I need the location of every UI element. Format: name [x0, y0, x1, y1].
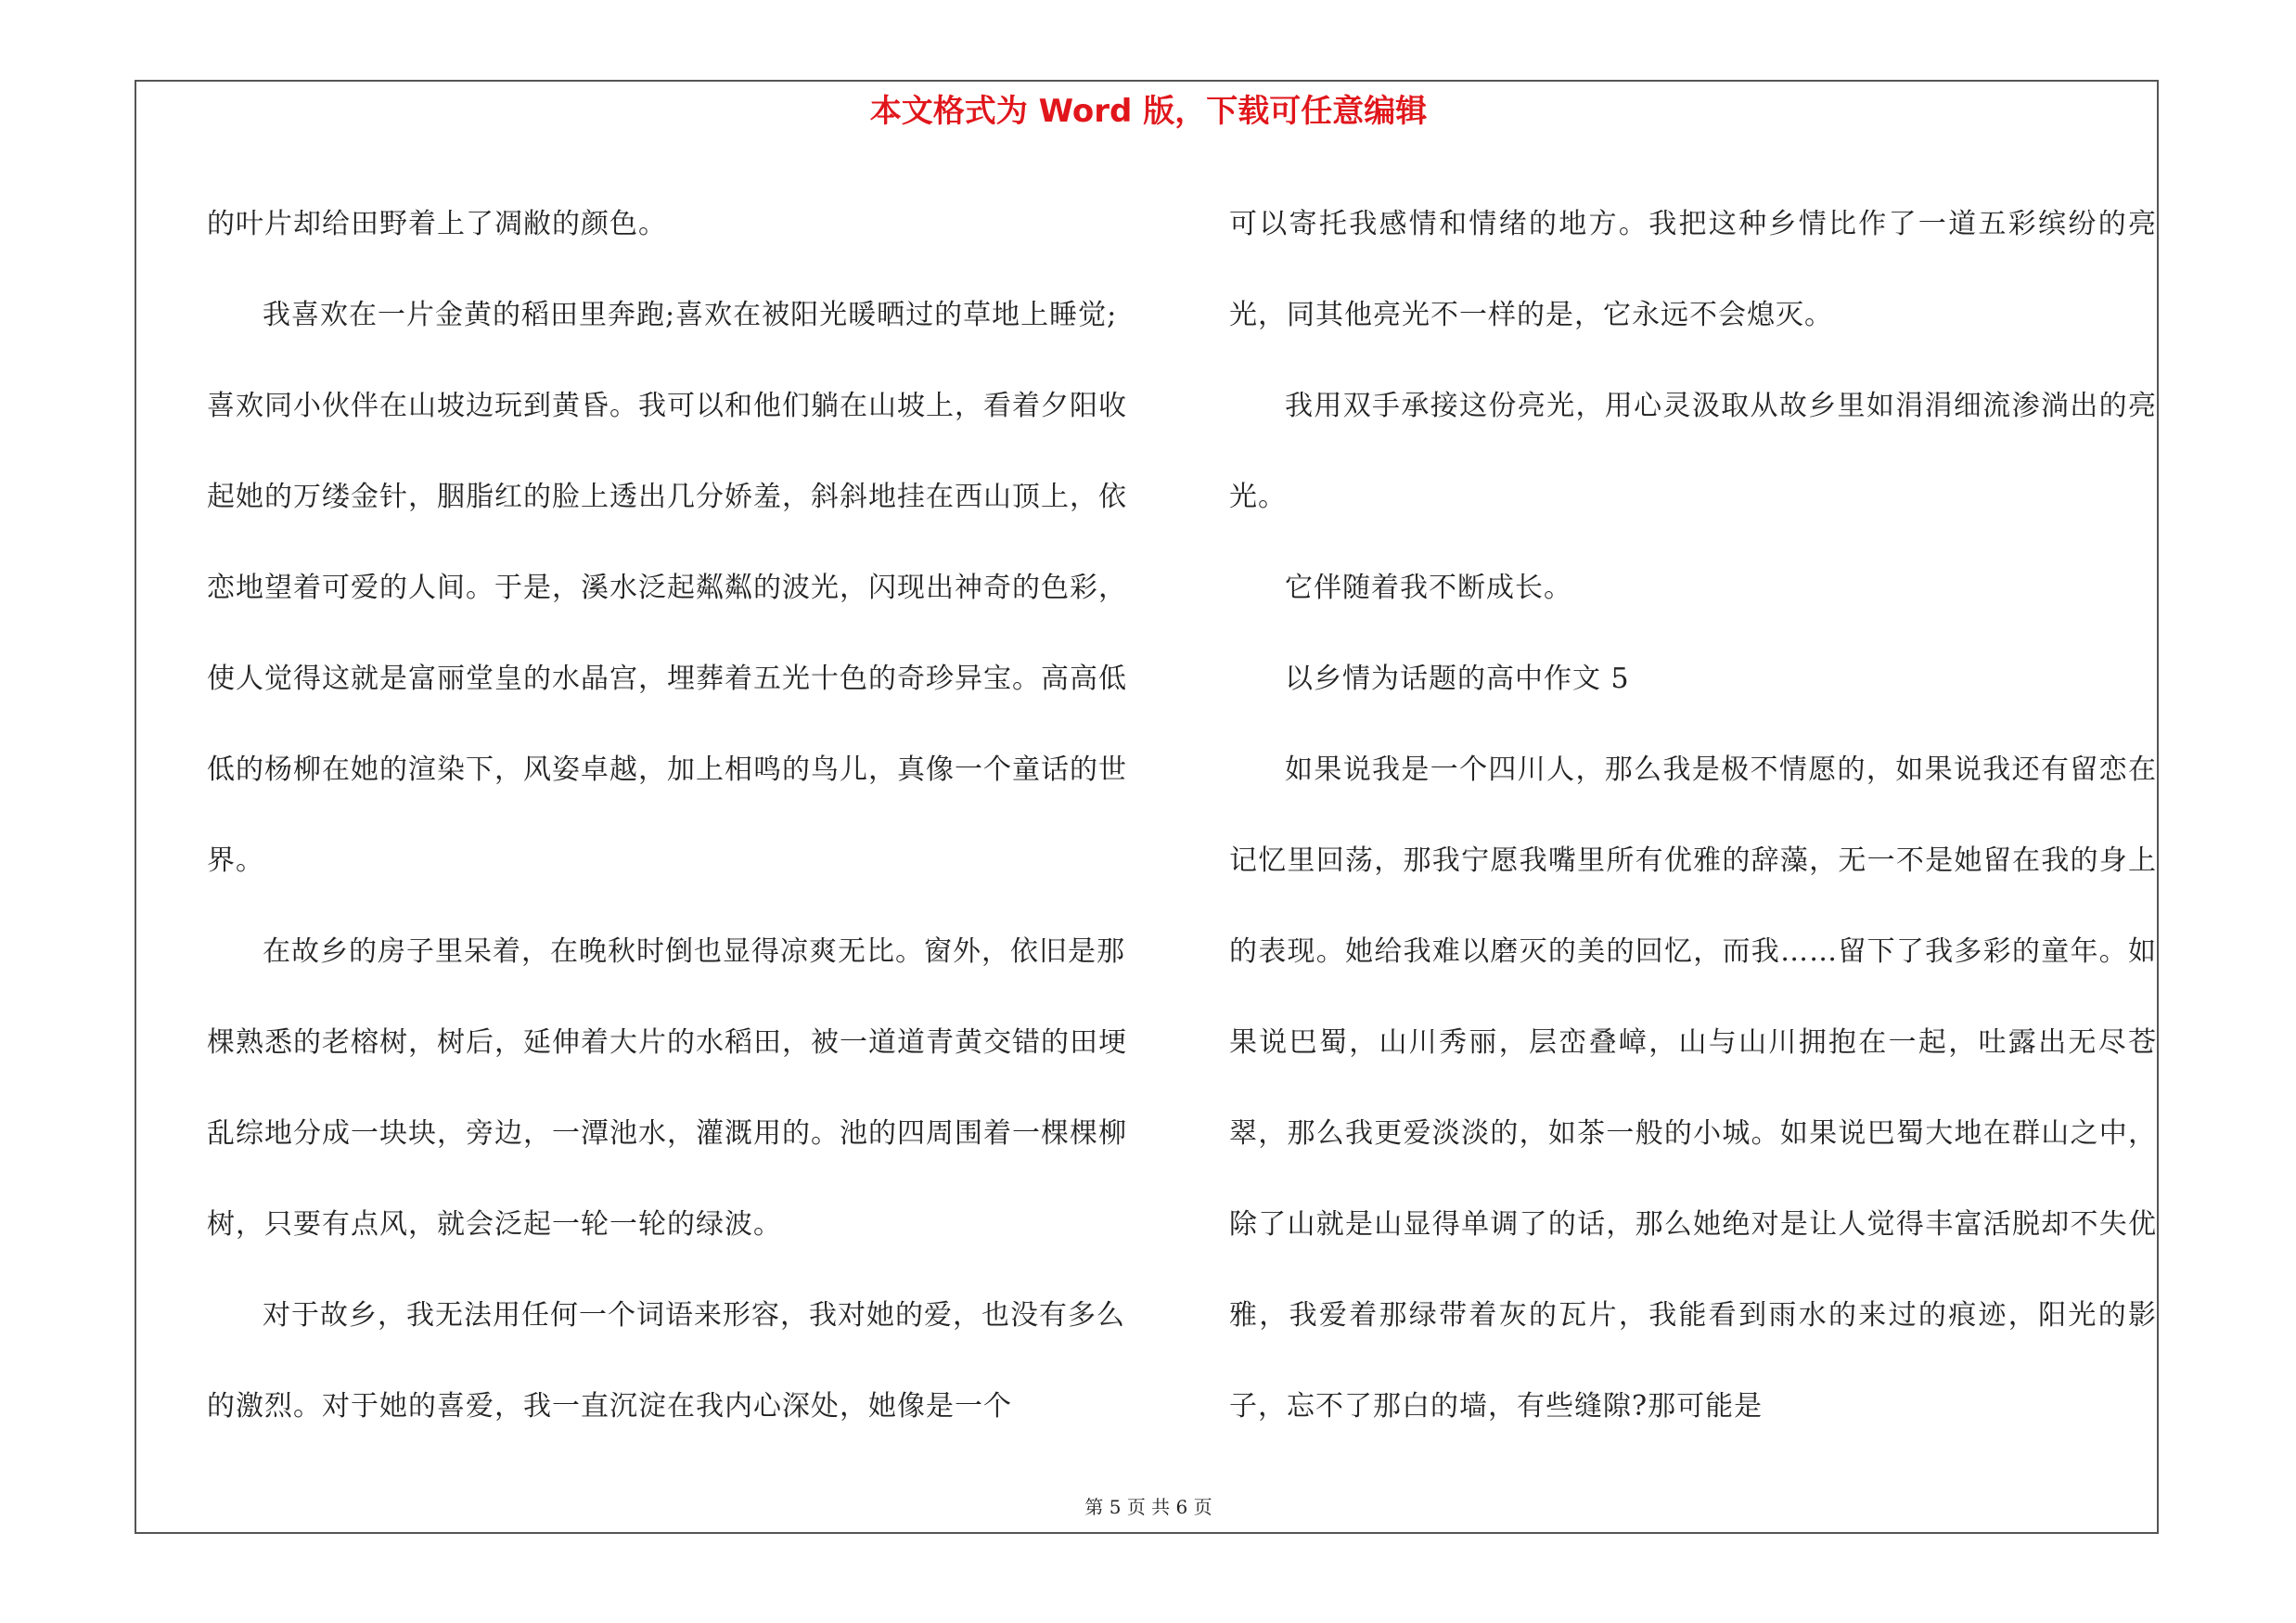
paragraph: 在故乡的房子里呆着，在晚秋时倒也显得凉爽无比。窗外，依旧是那棵熟悉的老榕树，树后，延伸着大片的水稻田，被一道道青黄交错的田埂乱综地分成一块块，旁边，一潭池水，灌溉用的。池的四周围着一棵棵柳树，只要有点风，就会泛起一轮一轮的绿波。	[207, 935, 1127, 1241]
paragraph: 我喜欢在一片金黄的稻田里奔跑;喜欢在被阳光暖晒过的草地上睡觉;喜欢同小伙伴在山坡边玩到黄昏。我可以和他们躺在山坡上，看着夕阳收起她的万缕金针，胭脂红的脸上透出几分娇羞，斜斜地挂在西山顶上，依恋地望着可爱的人间。于是，溪水泛起粼粼的波光，闪现出神奇的色彩，使人觉得这就是富丽堂皇的水晶宫，埋葬着五光十色的奇珍异宝。高高低低的杨柳在她的渲染下，风姿卓越，加上相鸣的鸟儿，真像一个童话的世界。	[207, 299, 1127, 877]
paragraph: 它伴随着我不断成长。	[1285, 572, 1572, 604]
paragraph: 的叶片却给田野着上了凋敝的颜色。	[207, 208, 667, 240]
right-text-column	[1229, 179, 2157, 1452]
paragraph: 我用双手承接这份亮光，用心灵汲取从故乡里如涓涓细流渗淌出的亮光。	[1229, 390, 2157, 513]
paragraph: 可以寄托我感情和情绪的地方。我把这种乡情比作了一道五彩缤纷的亮光，同其他亮光不一样的是，它永远不会熄灭。	[1229, 208, 2157, 331]
page-frame	[135, 80, 2159, 1534]
section-heading: 以乡情为话题的高中作文 5	[1285, 663, 1630, 695]
left-text-column	[207, 179, 1144, 1452]
page-number-footer: 第 5 页 共 6 页	[1084, 1496, 1212, 1518]
paragraph: 如果说我是一个四川人，那么我是极不情愿的，如果说我还有留恋在记忆里回荡，那我宁愿我嘴里所有优雅的辞藻，无一不是她留在我的身上的表现。她给我难以磨灭的美的回忆，而我……留下了我多彩的童年。如果说巴蜀，山川秀丽，层峦叠嶂，山与山川拥抱在一起，吐露出无尽苍翠，那么我更爱淡淡的，如茶一般的小城。如果说巴蜀大地在群山之中，除了山就是山显得单调了的话，那么她绝对是让人觉得丰富活脱却不失优雅，我爱着那绿带着灰的瓦片，我能看到雨水的来过的痕迹，阳光的影子，忘不了那白的墙，有些缝隙?那可能是	[1229, 754, 2157, 1423]
paragraph: 对于故乡，我无法用任何一个词语来形容，我对她的爱，也没有多么的激烈。对于她的喜爱，我一直沉淀在我内心深处，她像是一个	[207, 1299, 1125, 1423]
document-header-title: 本文格式为 Word 版，下载可任意编辑	[869, 93, 1428, 130]
